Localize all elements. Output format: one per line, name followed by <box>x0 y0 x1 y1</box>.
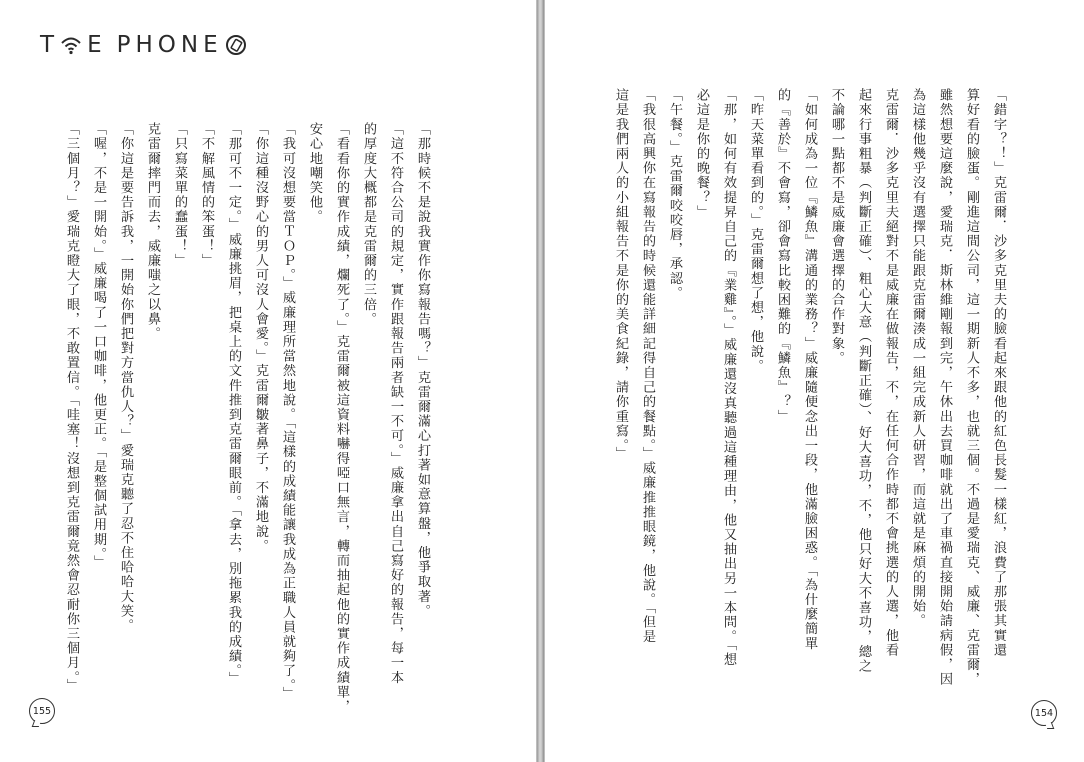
text-line: 的厚度大概都是克雷爾的三倍。 <box>361 122 376 327</box>
text-line: 克雷爾摔門而去，威廉嗤之以鼻。 <box>145 122 160 341</box>
left-page-body <box>58 122 436 714</box>
text-line: 的『善於』不會寫，卻會寫比較困難的『鱗魚』？」 <box>775 88 790 424</box>
text-line: 必這是你的晚餐？」 <box>694 88 709 220</box>
text-line: 起來行事粗暴（判斷正確）、粗心大意（判斷正確）、好大喜功，不，他只好大不喜功，總之 <box>856 88 871 674</box>
wifi-icon <box>60 35 82 55</box>
text-line: 「看看你的實作成績，爛死了。」克雷爾被這資料嚇得啞口無言，轉而抽起他的實作成績單， <box>334 122 349 714</box>
text-line: 「錯字？！」克雷爾．沙多克里夫的臉看起來跟他的紅色長髮一樣紅，浪費了那張其實還 <box>991 88 1006 658</box>
text-line: 「只寫菜單的蠢蛋！」 <box>172 122 187 268</box>
text-line: 算好看的臉蛋。剛進這間公司，這一期新人不多，也就三個。不過是愛瑞克、威廉、克雷爾， <box>964 88 979 687</box>
phone-bubble-icon <box>225 34 247 56</box>
text-line: 「我很高興你在寫報告的時候還能詳細記得自己的餐點。」威廉推推眼鏡，他說。「但是 <box>640 88 655 645</box>
text-line: 「三個月？」愛瑞克瞪大了眼，不敢置信。「哇塞！沒想到克雷爾竟然會忍耐你三個月。」 <box>64 122 79 693</box>
text-line: 為這樣他幾乎沒有選擇只能跟克雷爾湊成一組完成新人研習，而這就是麻煩的開始。 <box>910 88 925 629</box>
brand-word-phon: PHON <box>116 32 204 58</box>
book-gutter <box>537 0 544 762</box>
text-line: 「那時候不是說我實作你寫報告嗎？」克雷爾滿心打著如意算盤，他爭取著。 <box>415 122 430 619</box>
book-brand-logo <box>40 31 247 59</box>
text-line: 雖然想要這麼說，愛瑞克．斯林維剛報到完，午休出去買咖啡就出了車禍直接開始請病假，因 <box>937 88 952 687</box>
text-line: 安心地嘲笑他。 <box>307 122 322 225</box>
text-line: 「午餐。」克雷爾咬咬唇，承認。 <box>667 88 682 301</box>
right-page <box>544 0 1084 762</box>
brand-letter-e: E <box>87 32 107 58</box>
text-line: 「不解風情的笨蛋！」 <box>199 122 214 268</box>
text-line: 「那，如何有效提昇自己的『業雞』。」威廉還沒真聽過這種理由，他又抽出另一本問。「想 <box>721 88 736 667</box>
brand-letter-t: T <box>40 32 60 58</box>
page-number-left: 155 <box>29 698 55 724</box>
text-line: 克雷爾．沙多克里夫絕對不是威廉在做報告，不，在任何合作時都不會挑選的人選，他看 <box>883 88 898 658</box>
text-line: 「昨天菜單看到的。」克雷爾想了想，他說。 <box>748 88 763 374</box>
right-page-body <box>607 88 1012 704</box>
text-line: 不論哪一點都不是威廉會選擇的合作對象。 <box>829 88 844 366</box>
text-line: 「你這是要告訴我，一開始你們把對方當仇人？」愛瑞克聽了忍不住哈哈大笑。 <box>118 122 133 633</box>
text-line: 「這不符合公司的規定，實作跟報告兩者缺一不可。」威廉拿出自己寫好的報告，每一本 <box>388 122 403 685</box>
text-line: 「喔，不是一開始。」威廉喝了一口咖啡，他更正。「是整個試用期。」 <box>91 122 106 570</box>
text-line: 「如何成為一位『鱗魚』溝通的業務？」威廉隨便念出一段，他滿臉困惑。「為什麼簡單 <box>802 88 817 651</box>
text-line: 「我可沒想要當ＴＯＰ。」威廉理所當然地說。「這樣的成績能讓我成為正職人員就夠了。」 <box>280 122 295 701</box>
brand-letter-e2: E <box>203 32 223 58</box>
text-line: 這是我們兩人的小組報告不是你的美食紀錄，請你重寫。」 <box>613 88 628 461</box>
text-line: 「那可不一定。」威廉挑眉，把桌上的文件推到克雷爾眼前。「拿去，別拖累我的成績。」 <box>226 122 241 687</box>
text-line: 「你這種沒野心的男人可沒人會愛。」克雷爾皺著鼻子，不滿地說。 <box>253 122 268 554</box>
page-number-right: 154 <box>1031 700 1057 726</box>
left-page <box>0 0 537 762</box>
